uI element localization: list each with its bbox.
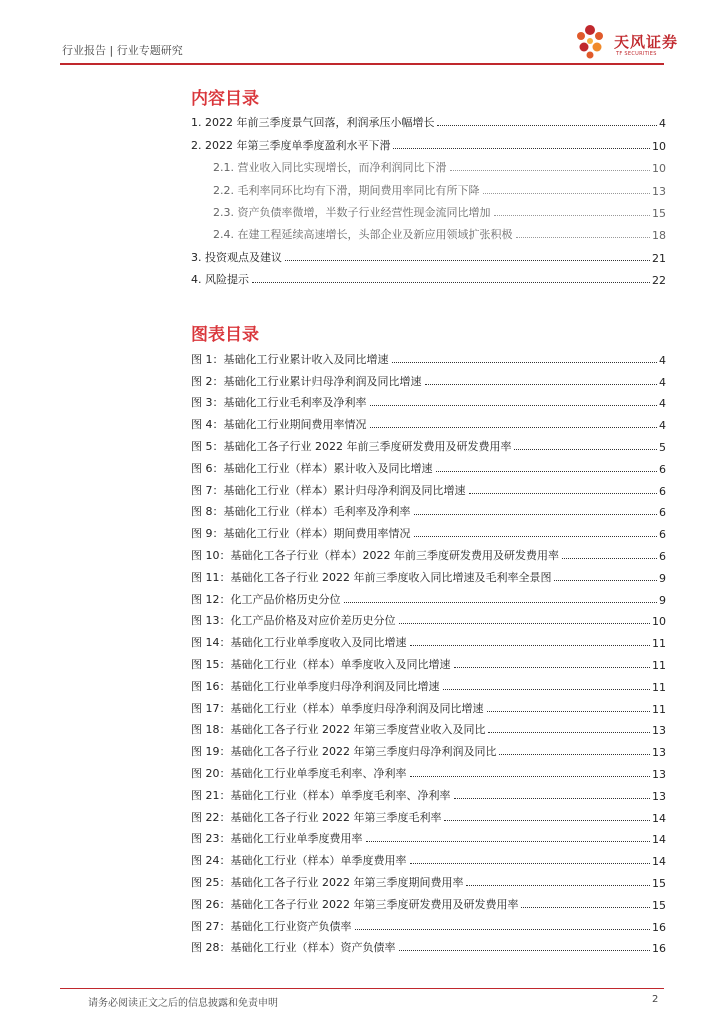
toc-entry-page: 21 (652, 251, 666, 265)
figure-entry[interactable] (191, 389, 666, 411)
figure-entry-label: 图 1：基础化工行业累计收入及同比增速 (191, 352, 389, 366)
figure-entry[interactable] (191, 498, 666, 520)
dot-leader (436, 471, 658, 472)
dot-leader (410, 645, 651, 646)
figures-list (191, 345, 666, 955)
dot-leader (488, 732, 650, 733)
figure-entry-page: 11 (652, 702, 666, 716)
toc-entry-page: 13 (652, 184, 666, 198)
figure-entry-label: 图 8：基础化工行业（样本）毛利率及净利率 (191, 505, 411, 519)
figure-entry-label: 图 4：基础化工行业期间费用率情况 (191, 418, 367, 432)
dot-leader (437, 125, 657, 126)
figure-entry[interactable] (191, 410, 666, 432)
dot-leader (469, 493, 658, 494)
dot-leader (285, 260, 650, 261)
figure-entry-page: 9 (659, 571, 666, 585)
dot-leader (425, 384, 658, 385)
footer-disclaimer: 请务必阅读正文之后的信息披露和免责申明 (88, 998, 278, 1009)
figure-entry[interactable] (191, 912, 666, 934)
figure-entry-page: 13 (652, 789, 666, 803)
dot-leader (392, 362, 658, 363)
figure-entry[interactable] (191, 781, 666, 803)
page-header (0, 0, 724, 70)
figure-entry[interactable] (191, 519, 666, 541)
figure-entry-page: 14 (652, 833, 666, 847)
logo-text-cn: 天风证券 (614, 33, 679, 51)
page-number: 2 (652, 994, 659, 1005)
footer-divider (60, 988, 664, 989)
figure-entry-page: 11 (652, 658, 666, 672)
dot-leader (562, 558, 657, 559)
figure-entry-page: 6 (659, 528, 666, 542)
dot-leader (370, 427, 658, 428)
logo-text-en: TF SECURITIES (616, 51, 657, 57)
figure-entry-page: 6 (659, 462, 666, 476)
figure-entry-label: 图 5：基础化工各子行业 2022 年前三季度研发费用及研发费用率 (191, 439, 512, 453)
figure-entry[interactable] (191, 825, 666, 847)
dot-leader (393, 148, 650, 149)
figure-entry-label: 图 2：基础化工行业累计归母净利润及同比增速 (191, 374, 422, 388)
figure-entry-page: 14 (652, 811, 666, 825)
toc-entry[interactable] (191, 265, 666, 287)
dot-leader (516, 237, 651, 238)
figure-entry-label: 图 26：基础化工各子行业 2022 年第三季度研发费用及研发费用率 (191, 897, 519, 911)
figure-entry[interactable] (191, 759, 666, 781)
toc-entry-page: 4 (659, 117, 666, 131)
dot-leader (410, 863, 651, 864)
dot-leader (521, 907, 650, 908)
figure-entry-page: 4 (659, 353, 666, 367)
dot-leader (443, 689, 651, 690)
figure-entry-page: 13 (652, 724, 666, 738)
toc-entry-label: 3. 投资观点及建议 (191, 250, 282, 264)
figure-entry-label: 图 10：基础化工各子行业（样本）2022 年前三季度研发费用及研发费用率 (191, 548, 559, 562)
dot-leader (499, 754, 650, 755)
figure-entry[interactable] (191, 650, 666, 672)
figure-entry-page: 6 (659, 506, 666, 520)
dot-leader (399, 950, 651, 951)
figure-entry[interactable] (191, 846, 666, 868)
figure-entry-page: 11 (652, 680, 666, 694)
header-divider (60, 63, 664, 65)
dot-leader (487, 711, 651, 712)
figure-entry[interactable] (191, 628, 666, 650)
figure-entry-label: 图 9：基础化工行业（样本）期间费用率情况 (191, 527, 411, 541)
figure-entry[interactable] (191, 563, 666, 585)
figure-entry[interactable] (191, 737, 666, 759)
dot-leader (483, 193, 651, 194)
toc-entry-label: 2.4. 在建工程延续高速增长，头部企业及新应用领域扩张积极 (213, 228, 513, 242)
figure-entry[interactable] (191, 934, 666, 956)
dot-leader (252, 282, 650, 283)
figure-entry[interactable] (191, 890, 666, 912)
figure-entry-page: 14 (652, 855, 666, 869)
figure-entry-label: 图 20：基础化工行业单季度毛利率、净利率 (191, 766, 407, 780)
figure-entry-page: 15 (652, 876, 666, 890)
figure-entry-page: 9 (659, 593, 666, 607)
figure-entry-page: 4 (659, 375, 666, 389)
figure-entry[interactable] (191, 432, 666, 454)
figure-entry-page: 13 (652, 746, 666, 760)
dot-leader (414, 536, 658, 537)
dot-leader (444, 820, 650, 821)
toc-entry[interactable] (191, 130, 666, 152)
dot-leader (399, 623, 651, 624)
figure-entry[interactable] (191, 694, 666, 716)
toc-entry[interactable] (191, 220, 666, 242)
figure-entry-label: 图 12：化工产品价格历史分位 (191, 592, 341, 606)
figure-entry-label: 图 28：基础化工行业（样本）资产负债率 (191, 941, 396, 955)
dot-leader (454, 798, 651, 799)
figure-entry[interactable] (191, 367, 666, 389)
figure-entry[interactable] (191, 803, 666, 825)
figure-entry-page: 6 (659, 549, 666, 563)
figure-entry-label: 图 17：基础化工行业（样本）单季度归母净利润及同比增速 (191, 701, 484, 715)
figure-entry-label: 图 7：基础化工行业（样本）累计归母净利润及同比增速 (191, 483, 466, 497)
figure-entry-page: 11 (652, 637, 666, 651)
figure-entry[interactable] (191, 716, 666, 738)
dot-leader (514, 449, 657, 450)
figure-entry-label: 图 22：基础化工各子行业 2022 年第三季度毛利率 (191, 810, 442, 824)
figure-entry[interactable] (191, 541, 666, 563)
figure-entry-label: 图 23：基础化工行业单季度费用率 (191, 832, 363, 846)
logo-flower-icon (570, 22, 610, 60)
figure-entry-label: 图 18：基础化工各子行业 2022 年第三季度营业收入及同比 (191, 723, 486, 737)
dot-leader (466, 885, 650, 886)
toc-entry-page: 15 (652, 206, 666, 220)
figure-entry-label: 图 14：基础化工行业单季度收入及同比增速 (191, 636, 407, 650)
figure-entry[interactable] (191, 345, 666, 367)
figure-entry-label: 图 15：基础化工行业（样本）单季度收入及同比增速 (191, 657, 451, 671)
figure-entry-label: 图 3：基础化工行业毛利率及净利率 (191, 396, 367, 410)
toc-entry-label: 2.3. 资产负债率微增，半数子行业经营性现金流同比增加 (213, 205, 491, 219)
contents-list (191, 108, 666, 287)
figure-entry-label: 图 11：基础化工各子行业 2022 年前三季度收入同比增速及毛利率全景图 (191, 570, 552, 584)
dot-leader (410, 776, 651, 777)
figure-entry[interactable] (191, 476, 666, 498)
figure-entry-page: 16 (652, 942, 666, 956)
dot-leader (370, 405, 658, 406)
company-logo (570, 22, 679, 60)
dot-leader (494, 215, 651, 216)
toc-entry-label: 2.2. 毛利率同环比均有下滑，期间费用率同比有所下降 (213, 183, 480, 197)
figure-entry-label: 图 13：化工产品价格及对应价差历史分位 (191, 614, 396, 628)
figure-entry-page: 13 (652, 767, 666, 781)
header-title: 行业报告 | 行业专题研究 (62, 44, 183, 57)
figure-entry-label: 图 19：基础化工各子行业 2022 年第三季度归母净利润及同比 (191, 745, 497, 759)
dot-leader (554, 580, 657, 581)
toc-entry[interactable] (191, 108, 666, 130)
figure-entry-page: 10 (652, 615, 666, 629)
figure-entry-label: 图 6：基础化工行业（样本）累计收入及同比增速 (191, 461, 433, 475)
toc-entry-label: 4. 风险提示 (191, 273, 249, 287)
figure-entry-label: 图 27：基础化工行业资产负债率 (191, 919, 352, 933)
figure-entry[interactable] (191, 585, 666, 607)
figure-entry-page: 5 (659, 440, 666, 454)
dot-leader (414, 514, 658, 515)
toc-entry-page: 22 (652, 274, 666, 288)
figure-entry[interactable] (191, 607, 666, 629)
toc-entry[interactable] (191, 198, 666, 220)
toc-entry-page: 10 (652, 139, 666, 153)
figure-entry-page: 4 (659, 419, 666, 433)
figure-entry-label: 图 24：基础化工行业（样本）单季度费用率 (191, 854, 407, 868)
figure-entry-label: 图 16：基础化工行业单季度归母净利润及同比增速 (191, 679, 440, 693)
figure-entry[interactable] (191, 454, 666, 476)
toc-entry-page: 10 (652, 162, 666, 176)
toc-entry-label: 2.1. 营业收入同比实现增长，而净利润同比下滑 (213, 161, 447, 175)
figure-entry-page: 6 (659, 484, 666, 498)
dot-leader (454, 667, 651, 668)
toc-entry-label: 2. 2022 年第三季度单季度盈利水平下滑 (191, 138, 391, 152)
toc-entry[interactable] (191, 175, 666, 197)
figure-entry-label: 图 25：基础化工各子行业 2022 年第三季度期间费用率 (191, 875, 464, 889)
toc-entry[interactable] (191, 153, 666, 175)
figure-entry[interactable] (191, 868, 666, 890)
dot-leader (450, 170, 651, 171)
dot-leader (344, 602, 658, 603)
toc-entry-label: 1. 2022 年前三季度景气回落，利润承压小幅增长 (191, 116, 435, 130)
figure-entry-page: 4 (659, 397, 666, 411)
figure-entry-page: 16 (652, 920, 666, 934)
figure-entry[interactable] (191, 672, 666, 694)
figure-entry-page: 15 (652, 898, 666, 912)
figure-entry-label: 图 21：基础化工行业（样本）单季度毛利率、净利率 (191, 788, 451, 802)
toc-entry-page: 18 (652, 229, 666, 243)
toc-entry[interactable] (191, 242, 666, 264)
dot-leader (366, 841, 651, 842)
dot-leader (355, 929, 651, 930)
figures-title: 图表目录 (191, 325, 259, 345)
contents-title: 内容目录 (191, 89, 259, 109)
